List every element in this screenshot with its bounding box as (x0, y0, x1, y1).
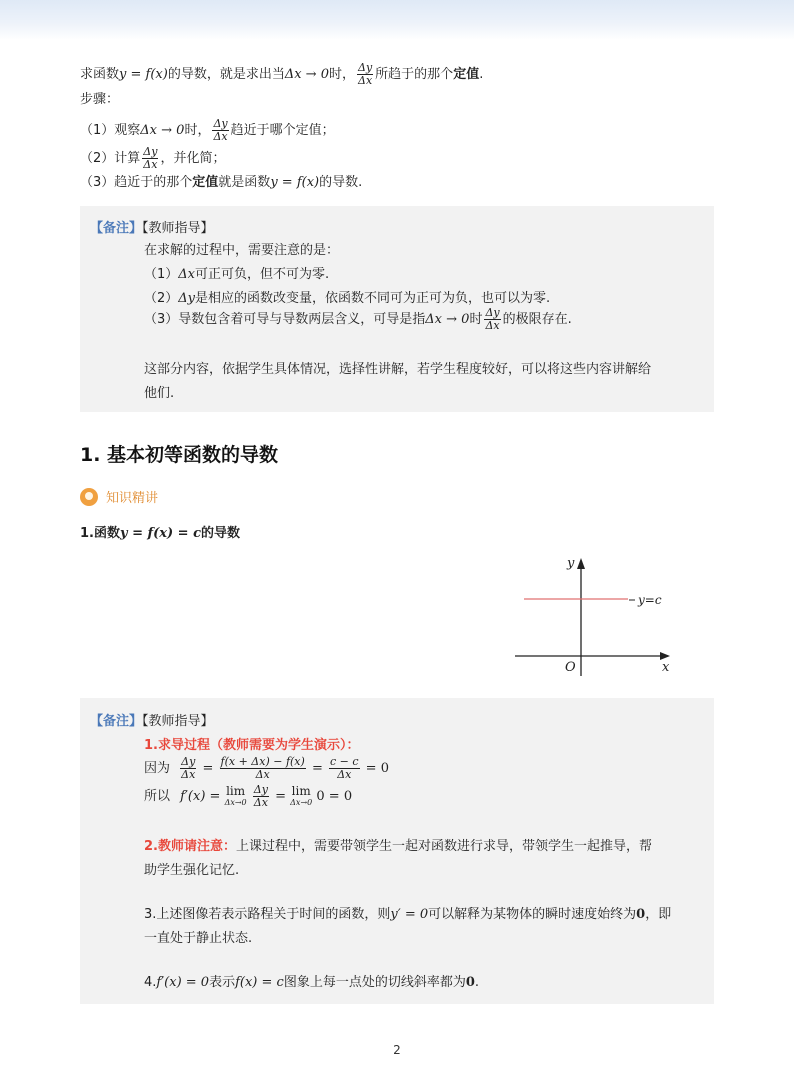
note1-line-2: （1）Δx可正可负，但不可为零. (144, 267, 330, 282)
note-tag: 【备注】 (90, 221, 143, 236)
item-1-title: 1.函数y = f(x) = c的导数 (80, 526, 241, 541)
bulb-icon (80, 488, 98, 506)
note1-line-6: 他们. (144, 386, 175, 401)
steps-label: 步骤： (80, 92, 120, 107)
equation-1: 因为 $\frac{\Delta y}{\Delta x}$ = $\frac{f(x + \Delta x) - f(x)}{\Delta x}$ = $\frac{c - c}{\Delta x}$ = 0 (144, 755, 389, 781)
knowledge-subheading: 知识精讲 (80, 487, 158, 506)
origin-label: O (565, 660, 576, 675)
teacher-note-1 (80, 206, 714, 412)
step-1: （1）观察Δx → 0时， $\frac{\Delta y}{\Delta x}$ 趋近于哪个定值； (80, 117, 335, 143)
line-label: y=c (638, 593, 662, 607)
note-tag: 【备注】 (90, 714, 143, 729)
y-axis-arrow (577, 558, 585, 569)
note2-point-4: 4.f′(x) = 0表示f(x) = c图象上每一点处的切线斜率都为0. (144, 975, 480, 990)
note2-point-2-cont: 助学生强化记忆. (144, 863, 240, 878)
note1-line-3: （2）Δy是相应的函数改变量，依函数不同可为正可为负，也可以为零. (144, 291, 551, 306)
fraction-dy-dx: $\frac{\Delta y}{\Delta x}$ (358, 61, 373, 87)
teacher-note-2 (80, 698, 714, 1004)
intro-line-1: 求函数y = f(x)的导数，就是求出当Δx → 0时， $\frac{\Delta y}{\Delta x}$ 所趋于的那个定值. (80, 61, 484, 87)
note1-line-5: 这部分内容，依据学生具体情况，选择性讲解，若学生程度较好，可以将这些内容讲解给 (144, 362, 652, 377)
note2-point-3-cont: 一直处于静止状态. (144, 931, 253, 946)
note1-line-1: 在求解的过程中，需要注意的是： (144, 243, 340, 258)
note-title: 【教师指导】 (142, 714, 214, 729)
y-axis-label: y (567, 556, 575, 571)
equation-2: 所以 f′(x) = lim Δx→0 $\frac{\Delta y}{\Delta x}$ = lim Δx→0 0 = 0 (144, 783, 353, 809)
step-2: （2）计算 $\frac{\Delta y}{\Delta x}$ ，并化简； (80, 145, 226, 171)
page-header-band (0, 0, 794, 40)
page-number: 2 (393, 1043, 401, 1057)
constant-function-graph (508, 548, 688, 680)
note-title: 【教师指导】 (142, 221, 214, 236)
x-axis-label: x (662, 660, 670, 675)
note2-point-3: 3.上述图像若表示路程关于时间的函数，则y′ = 0可以解释为某物体的瞬时速度始终为0，即 (144, 907, 672, 922)
section-heading: 1. 基本初等函数的导数 (80, 444, 279, 466)
x-axis-arrow (660, 652, 670, 660)
derivation-heading: 1.求导过程（教师需要为学生演示）： (144, 738, 360, 753)
note2-point-2: 2.教师请注意：上课过程中，需要带领学生一起对函数进行求导，带领学生一起推导，帮 (144, 839, 652, 854)
step-3: （3）趋近于的那个定值就是函数y = f(x)的导数. (80, 175, 363, 190)
note1-line-4: （3）导数包含着可导与导数两层含义，可导是指Δx → 0时 $\frac{\Delta y}{\Delta x}$ 的极限存在. (144, 306, 572, 332)
